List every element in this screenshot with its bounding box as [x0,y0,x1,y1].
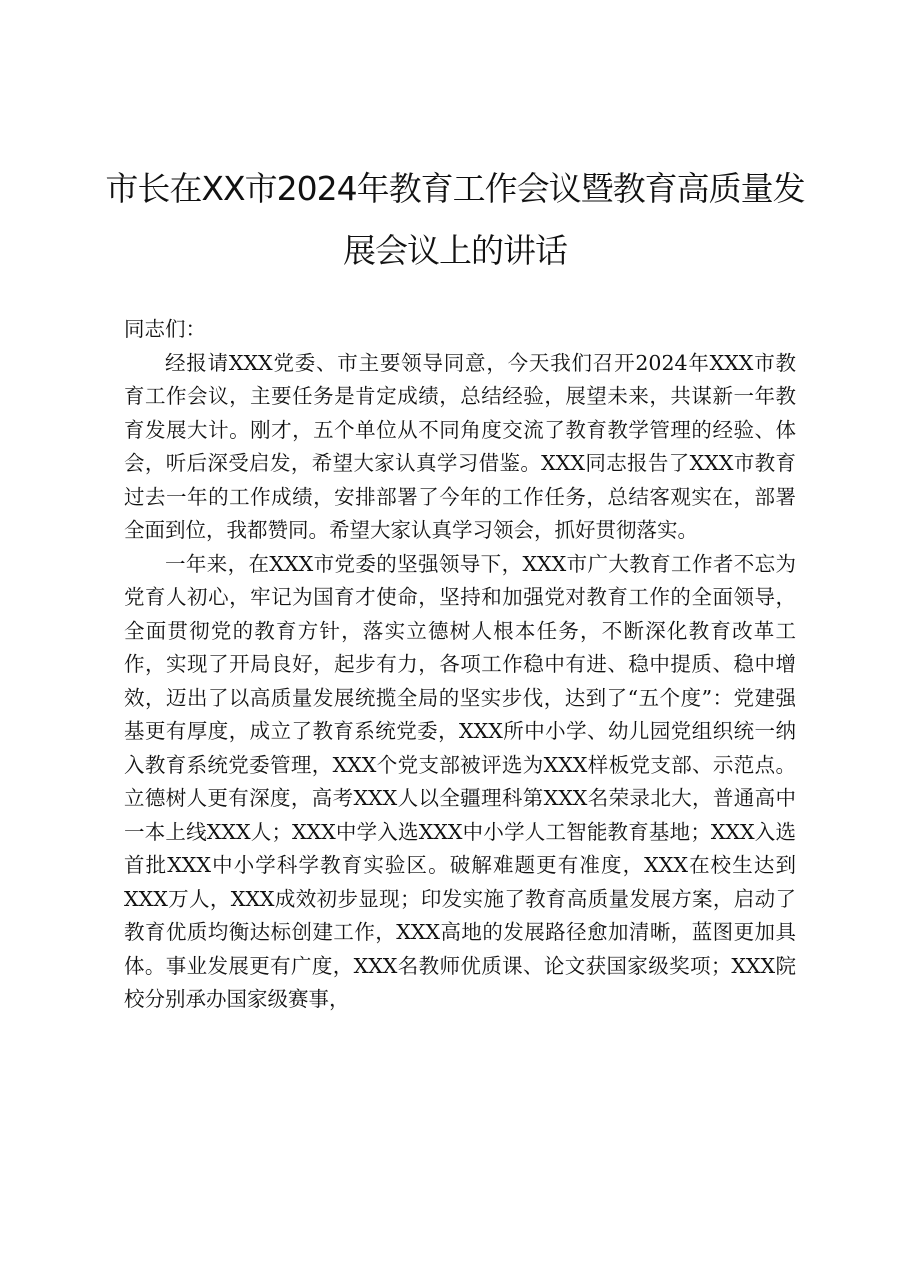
paragraph-1: 经报请XXX党委、市主要领导同意，今天我们召开2024年XXX市教育工作会议，主要任务是肯定成绩，总结经验，展望未来，共谋新一年教育发展大计。刚才，五个单位从不同角度交流了教育教学管理的经验、体会，听后深受启发，希望大家认真学习借鉴。XXX同志报告了XXX市教育过去一年的工作成绩，安排部署了今年的工作任务，总结客观实在，部署全面到位，我都赞同。希望大家认真学习领会，抓好贯彻落实。 [124,350,796,542]
document-body [124,313,796,1017]
paragraph-2: 一年来，在XXX市党委的坚强领导下，XXX市广大教育工作者不忘为党育人初心，牢记为国育才使命，坚持和加强党对教育工作的全面领导，全面贯彻党的教育方针，落实立德树人根本任务，不断深化教育改革工作，实现了开局良好，起步有力，各项工作稳中有进、稳中提质、稳中增效，迈出了以高质量发展统揽全局的坚实步伐，达到了“五个度”：党建强基更有厚度，成立了教育系统党委，XXX所中小学、幼儿园党组织统一纳入教育系统党委管理，XXX个党支部被评选为XXX样板党支部、示范点。立德树人更有深度，高考XXX人以全疆理科第XXX名荣录北大，普通高中一本上线XXX人；XXX中学入选XXX中小学人工智能教育基地；XXX入选首批XXX中小学科学教育实验区。破解难题更有准度，XXX在校生达到XXX万人，XXX成效初步显现；印发实施了教育高质量发展方案，启动了教育优质均衡达标创建工作，XXX高地的发展路径愈加清晰，蓝图更加具体。事业发展更有广度，XXX名教师优质课、论文获国家级奖项；XXX院校分别承办国家级赛事， [124,551,796,1011]
salutation: 同志们： [124,317,206,341]
document-title: 市长在XX市2024年教育工作会议暨教育高质量发展会议上的讲话 [105,169,805,270]
